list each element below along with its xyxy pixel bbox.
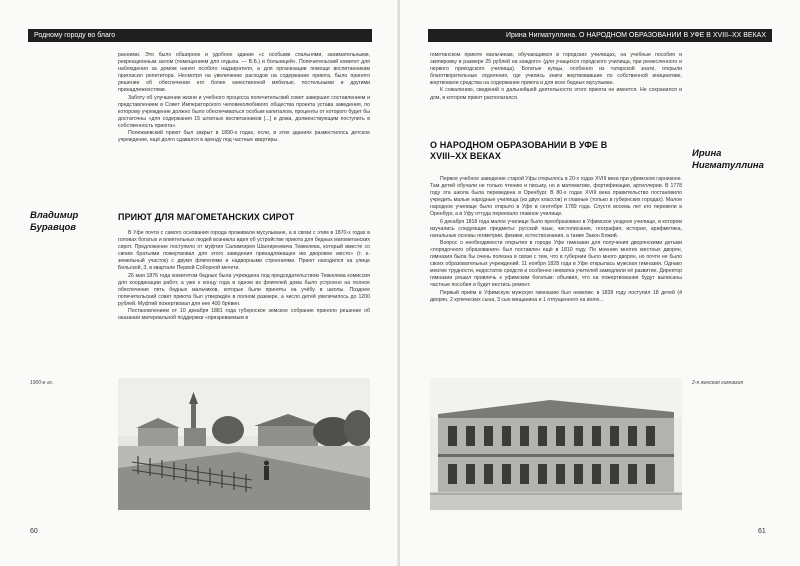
section-title: О НАРОДНОМ ОБРАЗОВАНИИ В УФЕ В XVIII–XX ВЕКАХ xyxy=(430,140,608,161)
page-number: 61 xyxy=(758,528,766,535)
left-section-text xyxy=(118,230,370,322)
photo-caption: 2-я женская гимназия xyxy=(692,380,744,386)
author-name: Владимир Буравцов xyxy=(30,210,79,233)
paragraph: гометанском приюте мальчикам, обучающимся в городских училищах, на учебные пособия и экипировку в размере 25 рублей на каждого» (для учащихся городского училища, при ремесленного и первого приходского училища). Богатые купцы, особенно из татарской знати, открыли благотворительные отделения, где учились книги жертвовавшие по собственной инициативе, жертвовали средства на содержание приюта и для всех бедных мусульман. xyxy=(430,52,682,87)
gymnasium-photo xyxy=(430,378,682,510)
page-number: 60 xyxy=(30,528,38,535)
paragraph: К сожалению, сведений о дальнейшей деятельности этого приюта не имеется. Не сохранился и дом, в котором приют располагался. xyxy=(430,87,682,101)
paragraph: Вопрос о необходимости открытия в городе Уфе гимназии для получения дворянскими детьми «порядочного образования» был поставлен ещё в 1810 году. По мнению многих местных дворян, гимназия была бы очень полезна в связи с тем, что в губернии было много дворян, но почти не было своих образовательных учреждений. 11 ноября 1828 года в Уфе открылась мужская гимназия. Однако многие трудности, недостаток средств и особенно нехватка учителей замедлили её развитие. Директор гимназии решил привлечь к уфимским богатым: объявил, что на пожертвования будут выписаны частные пособия и будет вестись ремонт. xyxy=(430,239,682,289)
right-top-text xyxy=(430,52,682,102)
photo-caption: 1900-е гг. xyxy=(30,380,54,386)
paragraph: Заботу об улучшении жизни и учебного процесса попечительский совет завершил составлением и представлением в Совет Императорского человеколюбивого общества проекта устава заведения, по которому учреждение должно было обеспечиваться особым капиталом, проценты от которого будет бы достаточны «для содержания 15 штатных воспитанников [...] и дома, долженствующим поступить в собственность приюта». xyxy=(118,94,370,129)
paragraph: Первый приём в Уфимскую мужскую гимназию был невелик: в 1828 году поступил 18 детей (4 дворян, 2 купеческих сына, 3 сын мещанина и 1 отпущенного на волю... xyxy=(430,289,682,303)
paragraph: 6 декабря 1818 года малое училище было преобразовано в Уфимское уездное училище, в котором изучались следующие предметы: русский язык, чистописание, география, история, арифметика, начальные основы геометрии, физики, естествознания, а также Закон Божий. xyxy=(430,218,682,239)
paragraph: В Уфе почти с самого основания города проживали мусульмане, а в связи с этим в 1870-х годах в головах богатых и влиятельных людей возникла идея об устройстве приюта для бедных магометанских сирот. Предложение поступило от муфтия Салимгирея Шангиреевича Тевкелева, который вместе со своим братьями пожертвовал для этого заведения принадлежащее им дворовое место» (т. е. земельный участок) с двумя флигелями и надворными строениями. Приют находился на улице Бельской, 3, в квартале Первой Соборной мечети. xyxy=(118,230,370,272)
right-section-text xyxy=(430,176,682,304)
paragraph: Полежаевский приют был закрыт в 1890-х годах, если, в этих зданиях разместилось детское учреждение, ещё долго сдавался в аренду под частные квартиры. xyxy=(118,130,370,144)
paragraph: Постановлением от 10 декабря 1881 года губернское земское собрание приняло решение об оказании материальной поддержки «призреваемым в xyxy=(118,308,370,322)
running-header: Родному городу во благо xyxy=(28,29,372,42)
author-name: Ирина Нигматуллина xyxy=(692,148,764,171)
left-top-text xyxy=(118,52,370,144)
orphanage-photo xyxy=(118,378,370,510)
section-title: ПРИЮТ ДЛЯ МАГОМЕТАНСКИХ СИРОТ xyxy=(118,212,295,222)
paragraph: Первое учебное заведение старой Уфы открылось в 20-х годах XVIII века при уфимском гарнизоне. Там детей обучали не только чтению и письму, но и математике, фортификации, артиллерии. В 1778 году эта школа была переведена в Оренбург. В 80-х годах XVIII века правительство постановило учредить малые народные училища (из двух классов) и главные (только в губернских городах). Малое народное училище было открыто в Уфе в сентябре 1789 года. Спустя восемь лет его перевели в Оренбург, а в Уфу оттуда переехало главное училище. xyxy=(430,176,682,218)
paragraph: 26 мая 1876 года комитетом бедных была учреждена под председательством Тевкелева комиссия для координации работ, а уже к концу года в одном из флигелей дома было устроено на полное обеспечение пять бедных мальчиков, которые были приняты на учёбу в школы. Позднее попечительский совет приюта был утверждён в полном размере, а число детей увеличилось до 1200 рублей. Муфтий пожертвовал для нее 400 брёвен. xyxy=(118,272,370,307)
running-header: Ирина Нигматуллина. О НАРОДНОМ ОБРАЗОВАНИИ В УФЕ В XVIII–XX ВЕКАХ xyxy=(428,29,772,42)
paragraph: ранними. Это было обширное и удобное здание «с особыми спальнями, занимательными, рекреационным залом (помещением для отдыха. — В.Б.) и больницей». Попечительский комитет для наблюдения за домом нанял особого надзирателя, а для организации помощи воспитанникам пригласил репетитора. Несмотря на увеличение расходов на содержание приюта, было принято решение об обеспечении его более качественной мебелью, постельными и другими принадлежностями. xyxy=(118,52,370,94)
right-page xyxy=(400,0,800,566)
